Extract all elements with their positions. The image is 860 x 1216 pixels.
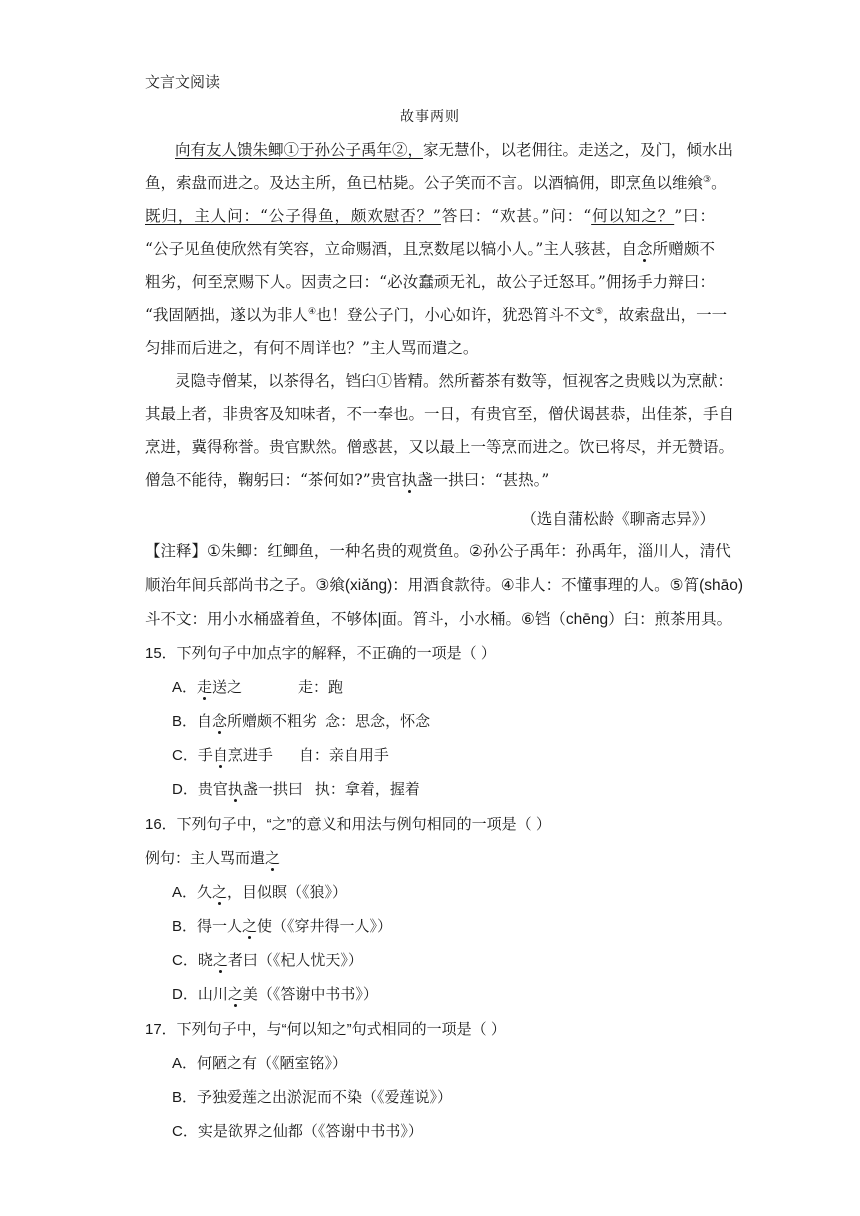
passage-line: 粗劣，何至烹赐下人。因责之曰：“必汝蠢顽无礼，故公子迁怒耳。”佣扬手力辩曰： xyxy=(145,273,715,291)
passage-line: 鱼，索盘而进之。及达主所，鱼已枯毙。公子笑而不言。以酒犒佣，即烹鱼以维飨③。 xyxy=(145,174,727,192)
option-c[interactable]: C．实是欲界之仙都（《答谢中书书》） xyxy=(172,1123,423,1140)
story-title: 故事两则 xyxy=(400,109,460,125)
passage-line: 匀排而后进之，有何不周详也？”主人骂而遣之。 xyxy=(145,339,479,357)
option-b[interactable]: B．自念所赠颇不粗劣 念：思念，怀念 xyxy=(172,713,431,730)
underlined-text: 何以知之？ xyxy=(591,207,675,225)
notes-line: 斗不文：用小水桶盛着鱼，不够体|面。筲斗，小水桶。⑥铛（chēng）臼：煎茶用具。 xyxy=(145,611,733,628)
dotted-char: 之 xyxy=(227,986,243,1003)
dotted-char: 之 xyxy=(242,918,258,935)
passage-line: “我固陋拙，遂以为非人④也！登公子门，小心如许，犹恐筲斗不文⑤，故索盘出，一一 xyxy=(145,306,728,324)
question-stem: 15．下列句子中加点字的解释，不正确的一项是（ ） xyxy=(145,645,496,662)
notes-line: 【注释】①朱鲫：红鲫鱼，一种名贵的观赏鱼。②孙公子禹年：孙禹年，淄川人，清代 xyxy=(145,543,731,560)
underlined-text: 既归，主人问：“公子得鱼，颇欢慰否？” xyxy=(145,207,441,225)
section-title: 文言文阅读 xyxy=(145,73,221,91)
passage-line: “公子见鱼使欣然有笑容，立命赐酒，且烹数尾以犒小人。”主人骇甚，自念所赠颇不 xyxy=(145,240,715,258)
option-a[interactable]: A．走送之 走：跑 xyxy=(172,679,344,696)
dotted-char: 执 xyxy=(227,781,243,798)
passage-line: 灵隐寺僧某，以茶得名，铛臼①皆精。然所蓄茶有数等，恒视客之贵贱以为烹献： xyxy=(175,372,734,390)
option-a[interactable]: A．久之，目似瞑（《狼》） xyxy=(172,884,348,901)
passage-line: 既归，主人问：“公子得鱼，颇欢慰否？”答曰：“欢甚。”问：“何以知之？”曰： xyxy=(145,207,715,225)
passage-line: 其最上者，非贵客及知味者，不一奉也。一日，有贵官至，僧伏谒甚恭，出佳茶，手自 xyxy=(145,405,735,423)
source-citation: （选自蒲松龄《聊斋志异》） xyxy=(521,510,715,528)
dotted-char: 走 xyxy=(197,679,213,696)
option-c[interactable]: C．手自烹进手 自：亲自用手 xyxy=(172,747,389,764)
passage-line: 僧急不能待，鞠躬曰：“茶何如?”贵官执盏一拱曰：“甚热。” xyxy=(145,471,550,489)
passage-line: 向有友人馈朱鲫①于孙公子禹年②，家无慧仆，以老佣往。走送之，及门，倾水出 xyxy=(175,141,734,159)
option-d[interactable]: D．贵官执盏一拱曰 执：拿着，握着 xyxy=(172,781,420,798)
dotted-char: 之 xyxy=(212,952,228,969)
option-c[interactable]: C．晓之者曰（《杞人忧天》） xyxy=(172,952,363,969)
option-a[interactable]: A．何陋之有（《陋室铭》） xyxy=(172,1055,348,1072)
option-d[interactable]: D．山川之美（《答谢中书书》） xyxy=(172,986,378,1003)
underlined-text: 向有友人馈朱鲫①于孙公子禹年②， xyxy=(175,141,424,159)
dotted-char: 自 xyxy=(212,747,228,764)
question-stem: 17．下列句子中，与“何以知之”句式相同的一项是（ ） xyxy=(145,1021,506,1038)
dotted-char: 之 xyxy=(265,850,281,867)
question-stem: 16．下列句子中，“之”的意义和用法与例句相同的一项是（ ） xyxy=(145,816,551,833)
dotted-char: 之 xyxy=(212,884,228,901)
example-sentence: 例句：主人骂而遣之 xyxy=(145,850,281,867)
dotted-char: 执 xyxy=(401,471,418,489)
notes-line: 顺治年间兵部尚书之子。③飨(xiǎng)：用酒食款待。④非人：不懂事理的人。⑤筲(shāo) xyxy=(145,577,744,594)
passage-line: 烹进，冀得称誉。贵官默然。僧惑甚，又以最上一等烹而进之。饮已将尽，并无赞语。 xyxy=(145,438,735,456)
dotted-char: 念 xyxy=(637,240,653,258)
option-b[interactable]: B．得一人之使（《穿井得一人》） xyxy=(172,918,393,935)
dotted-char: 念 xyxy=(212,713,228,730)
option-b[interactable]: B．予独爱莲之出淤泥而不染（《爱莲说》） xyxy=(172,1089,453,1106)
